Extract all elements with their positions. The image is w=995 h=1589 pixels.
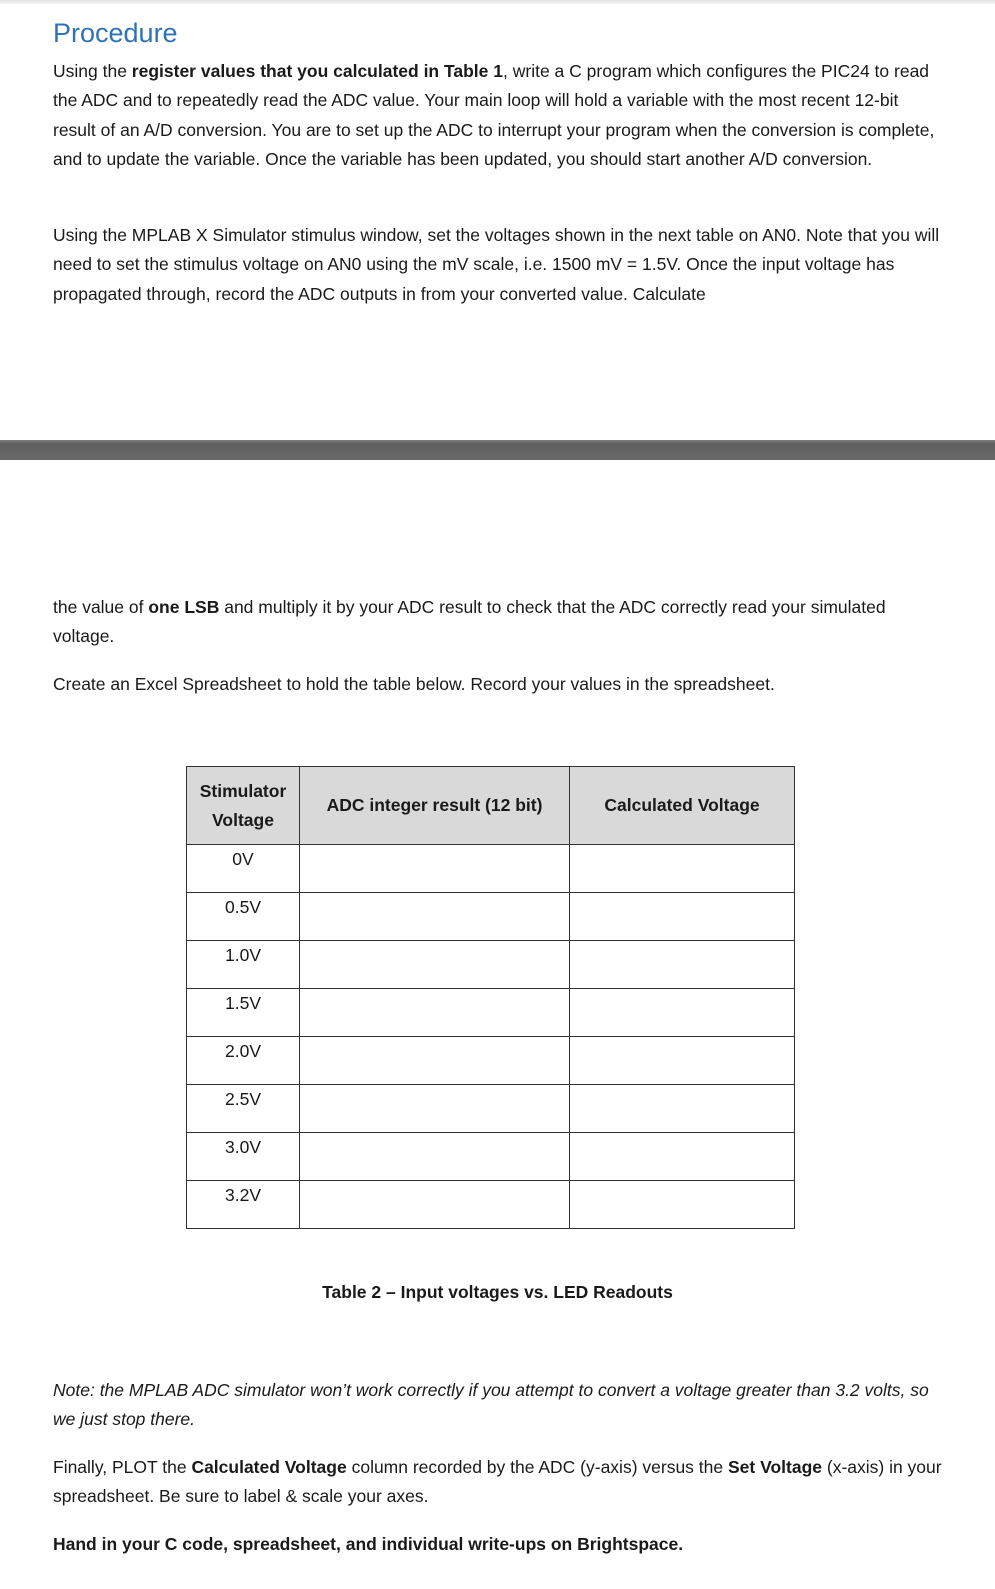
calculated-voltage-cell [570,989,795,1037]
stimulator-voltage-cell: 3.0V [187,1133,300,1181]
hand-in-instruction: Hand in your C code, spreadsheet, and individual write-ups on Brightspace. [53,1534,684,1554]
adc-result-cell [300,989,570,1037]
one-lsb-emphasis: one LSB [148,597,220,617]
paragraph-spreadsheet-instructions: Create an Excel Spreadsheet to hold the table below. Record your values in the spreadsheet. [53,674,775,694]
table-caption: Table 2 – Input voltages vs. LED Readouts [322,1282,673,1302]
stimulator-voltage-cell: 1.5V [187,989,300,1037]
stimulator-voltage-cell: 0.5V [187,893,300,941]
paragraph-simulator-instructions: Using the MPLAB X Simulator stimulus window, set the voltages shown in the next table on AN0. Note that you will need to set the stimulus voltage on AN0 using the mV scale, i.e. 1500 mV = 1.5V. Once the input voltage has propagated through, record the ADC outputs in from your converted value. Calculate [53,225,940,304]
page-separator [0,440,995,460]
calculated-voltage-emphasis: Calculated Voltage [191,1457,347,1477]
calculated-voltage-cell [570,1037,795,1085]
stimulator-voltage-cell: 1.0V [187,941,300,989]
set-voltage-emphasis: Set Voltage [727,1457,822,1477]
adc-result-cell [300,845,570,893]
calculated-voltage-cell [570,941,795,989]
voltage-readout-table [186,766,795,1229]
paragraph-lsb-instructions: the value of one LSB and multiply it by your ADC result to check that the ADC correctly read your simulated voltage. [53,597,886,647]
page-top-edge [0,0,995,4]
adc-result-cell [300,941,570,989]
table-header-row [187,767,795,845]
table-row [187,1085,795,1133]
calculated-voltage-cell [570,893,795,941]
simulator-limit-note: Note: the MPLAB ADC simulator won’t work correctly if you attempt to convert a voltage greater than 3.2 volts, so we just stop there. [53,1380,929,1430]
calculated-voltage-cell [570,1181,795,1229]
table-row [187,845,795,893]
stimulator-voltage-cell: 3.2V [187,1181,300,1229]
stimulator-voltage-cell: 2.5V [187,1085,300,1133]
table-row [187,1133,795,1181]
table-row [187,1037,795,1085]
adc-result-cell [300,1085,570,1133]
adc-result-cell [300,1133,570,1181]
adc-result-cell [300,1037,570,1085]
section-heading: Procedure [53,18,178,48]
table-row [187,1181,795,1229]
adc-result-cell [300,893,570,941]
header-adc-result: ADC integer result (12 bit) [300,767,570,845]
table-row [187,941,795,989]
header-calculated-voltage: Calculated Voltage [570,767,795,845]
calculated-voltage-cell [570,845,795,893]
stimulator-voltage-cell: 0V [187,845,300,893]
adc-result-cell [300,1181,570,1229]
stimulator-voltage-cell: 2.0V [187,1037,300,1085]
header-stimulator-voltage: Stimulator Voltage [187,767,300,845]
calculated-voltage-cell [570,1085,795,1133]
paragraph-program-instructions: Using the register values that you calculated in Table 1, write a C program which configures the PIC24 to read the ADC and to repeatedly read the ADC value. Your main loop will hold a variable with the most recent 12-bit result of an A/D conversion. You are to set up the ADC to interrupt your program when the conversion is complete, and to update the variable. Once the variable has been updated, you should start another A/D conversion. [53,61,935,169]
table-row [187,893,795,941]
paragraph-plot-instructions: Finally, PLOT the Calculated Voltage column recorded by the ADC (y-axis) versus the Set Voltage (x-axis) in your spreadsheet. Be sure to label & scale your axes. [53,1457,942,1507]
table-row [187,989,795,1037]
calculated-voltage-cell [570,1133,795,1181]
register-values-emphasis: register values that you calculated in Table 1 [131,61,503,81]
